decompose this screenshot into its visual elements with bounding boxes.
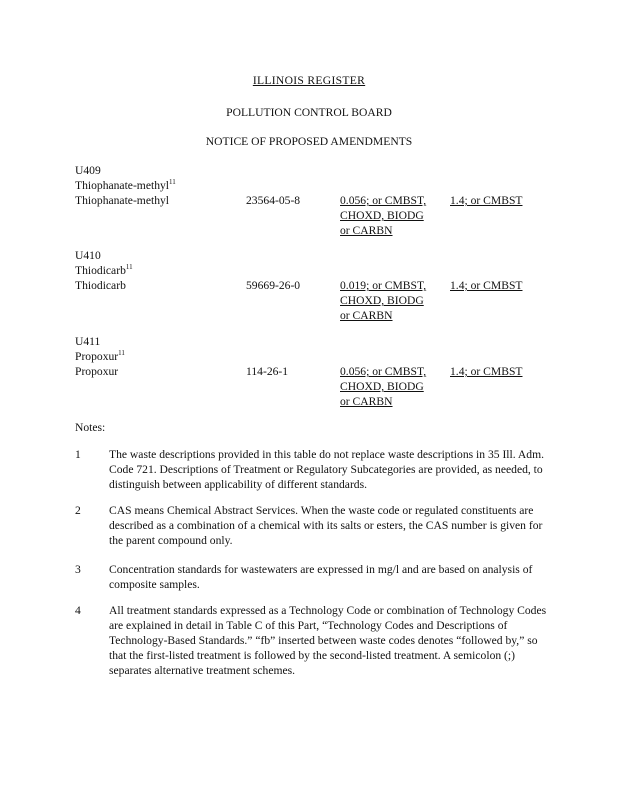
note-text: CAS means Chemical Abstract Services. When the waste code or regulated constituents are described as a combination of a chemical with its salts or esters, the CAS number is given for the parent compound only. bbox=[109, 504, 543, 547]
wastewater-line: 0.056; or CMBST, bbox=[340, 365, 427, 378]
wastewater-standard bbox=[340, 364, 450, 409]
deleted-name-text: Propoxur bbox=[75, 350, 119, 363]
register-title: ILLINOIS REGISTER bbox=[252, 74, 366, 87]
deleted-name bbox=[75, 178, 176, 193]
wastewater-line: or CARBN bbox=[340, 395, 393, 408]
wastewater-line: CHOXD, BIODG bbox=[340, 380, 424, 393]
waste-entry-u411 bbox=[75, 334, 575, 414]
wastewater-line: or CARBN bbox=[340, 224, 393, 237]
notes-heading: Notes: bbox=[75, 421, 106, 434]
note-text: All treatment standards expressed as a Technology Code or combination of Technology Codes are explained in detail in Table C of this Part, “Technology Codes and Descriptions of Technology-Based Standards.” “fb” inserted between waste codes denotes “followed by,” so that the first-listed treatment is followed by the second-listed treatment. A semicolon (;) separates alternative treatment schemes. bbox=[109, 604, 547, 677]
cas-number: 23564-05-8 bbox=[246, 194, 301, 207]
footnote-ref: 11 bbox=[125, 263, 133, 272]
notice-title: NOTICE OF PROPOSED AMENDMENTS bbox=[205, 135, 413, 148]
waste-code: U410 bbox=[75, 249, 101, 262]
wastewater-line: or CARBN bbox=[340, 309, 393, 322]
deleted-name-text: Thiodicarb bbox=[75, 264, 126, 277]
note-number: 1 bbox=[75, 448, 81, 461]
note-number: 2 bbox=[75, 504, 81, 517]
cas-number: 114-26-1 bbox=[246, 365, 289, 378]
wastewater-standard bbox=[340, 193, 450, 238]
wastewater-line: CHOXD, BIODG bbox=[340, 209, 424, 222]
deleted-name bbox=[75, 349, 125, 364]
note-text: Concentration standards for wastewaters are expressed in mg/l and are based on analysis of composite samples. bbox=[109, 563, 533, 591]
nonwastewater-standard: 1.4; or CMBST bbox=[450, 365, 523, 378]
waste-entry-u410 bbox=[75, 248, 575, 328]
wastewater-line: 0.056; or CMBST, bbox=[340, 194, 427, 207]
footnote-ref: 11 bbox=[169, 178, 176, 187]
deleted-name-text: Thiophanate-methyl bbox=[75, 179, 170, 192]
nonwastewater-standard: 1.4; or CMBST bbox=[450, 194, 523, 207]
deleted-name bbox=[75, 263, 133, 278]
note-number: 4 bbox=[75, 604, 81, 617]
footnote-ref: 11 bbox=[118, 349, 125, 358]
constituent-name: Thiophanate-methyl bbox=[75, 194, 170, 207]
cas-number: 59669-26-0 bbox=[246, 279, 301, 292]
nonwastewater-standard: 1.4; or CMBST bbox=[450, 279, 523, 292]
board-title: POLLUTION CONTROL BOARD bbox=[226, 106, 392, 119]
note-number: 3 bbox=[75, 563, 81, 576]
wastewater-standard bbox=[340, 278, 450, 323]
waste-code: U411 bbox=[75, 335, 101, 348]
wastewater-line: CHOXD, BIODG bbox=[340, 294, 424, 307]
waste-entry-u409 bbox=[75, 163, 575, 243]
wastewater-line: 0.019; or CMBST, bbox=[340, 279, 427, 292]
constituent-name: Propoxur bbox=[75, 365, 119, 378]
constituent-name: Thiodicarb bbox=[75, 279, 126, 292]
waste-code: U409 bbox=[75, 164, 101, 177]
note-text: The waste descriptions provided in this table do not replace waste descriptions in 35 Ill. Adm. Code 721. Descriptions of Treatment or Regulatory Subcategories are provided, as needed, to distinguish between applicability of different standards. bbox=[109, 448, 544, 491]
